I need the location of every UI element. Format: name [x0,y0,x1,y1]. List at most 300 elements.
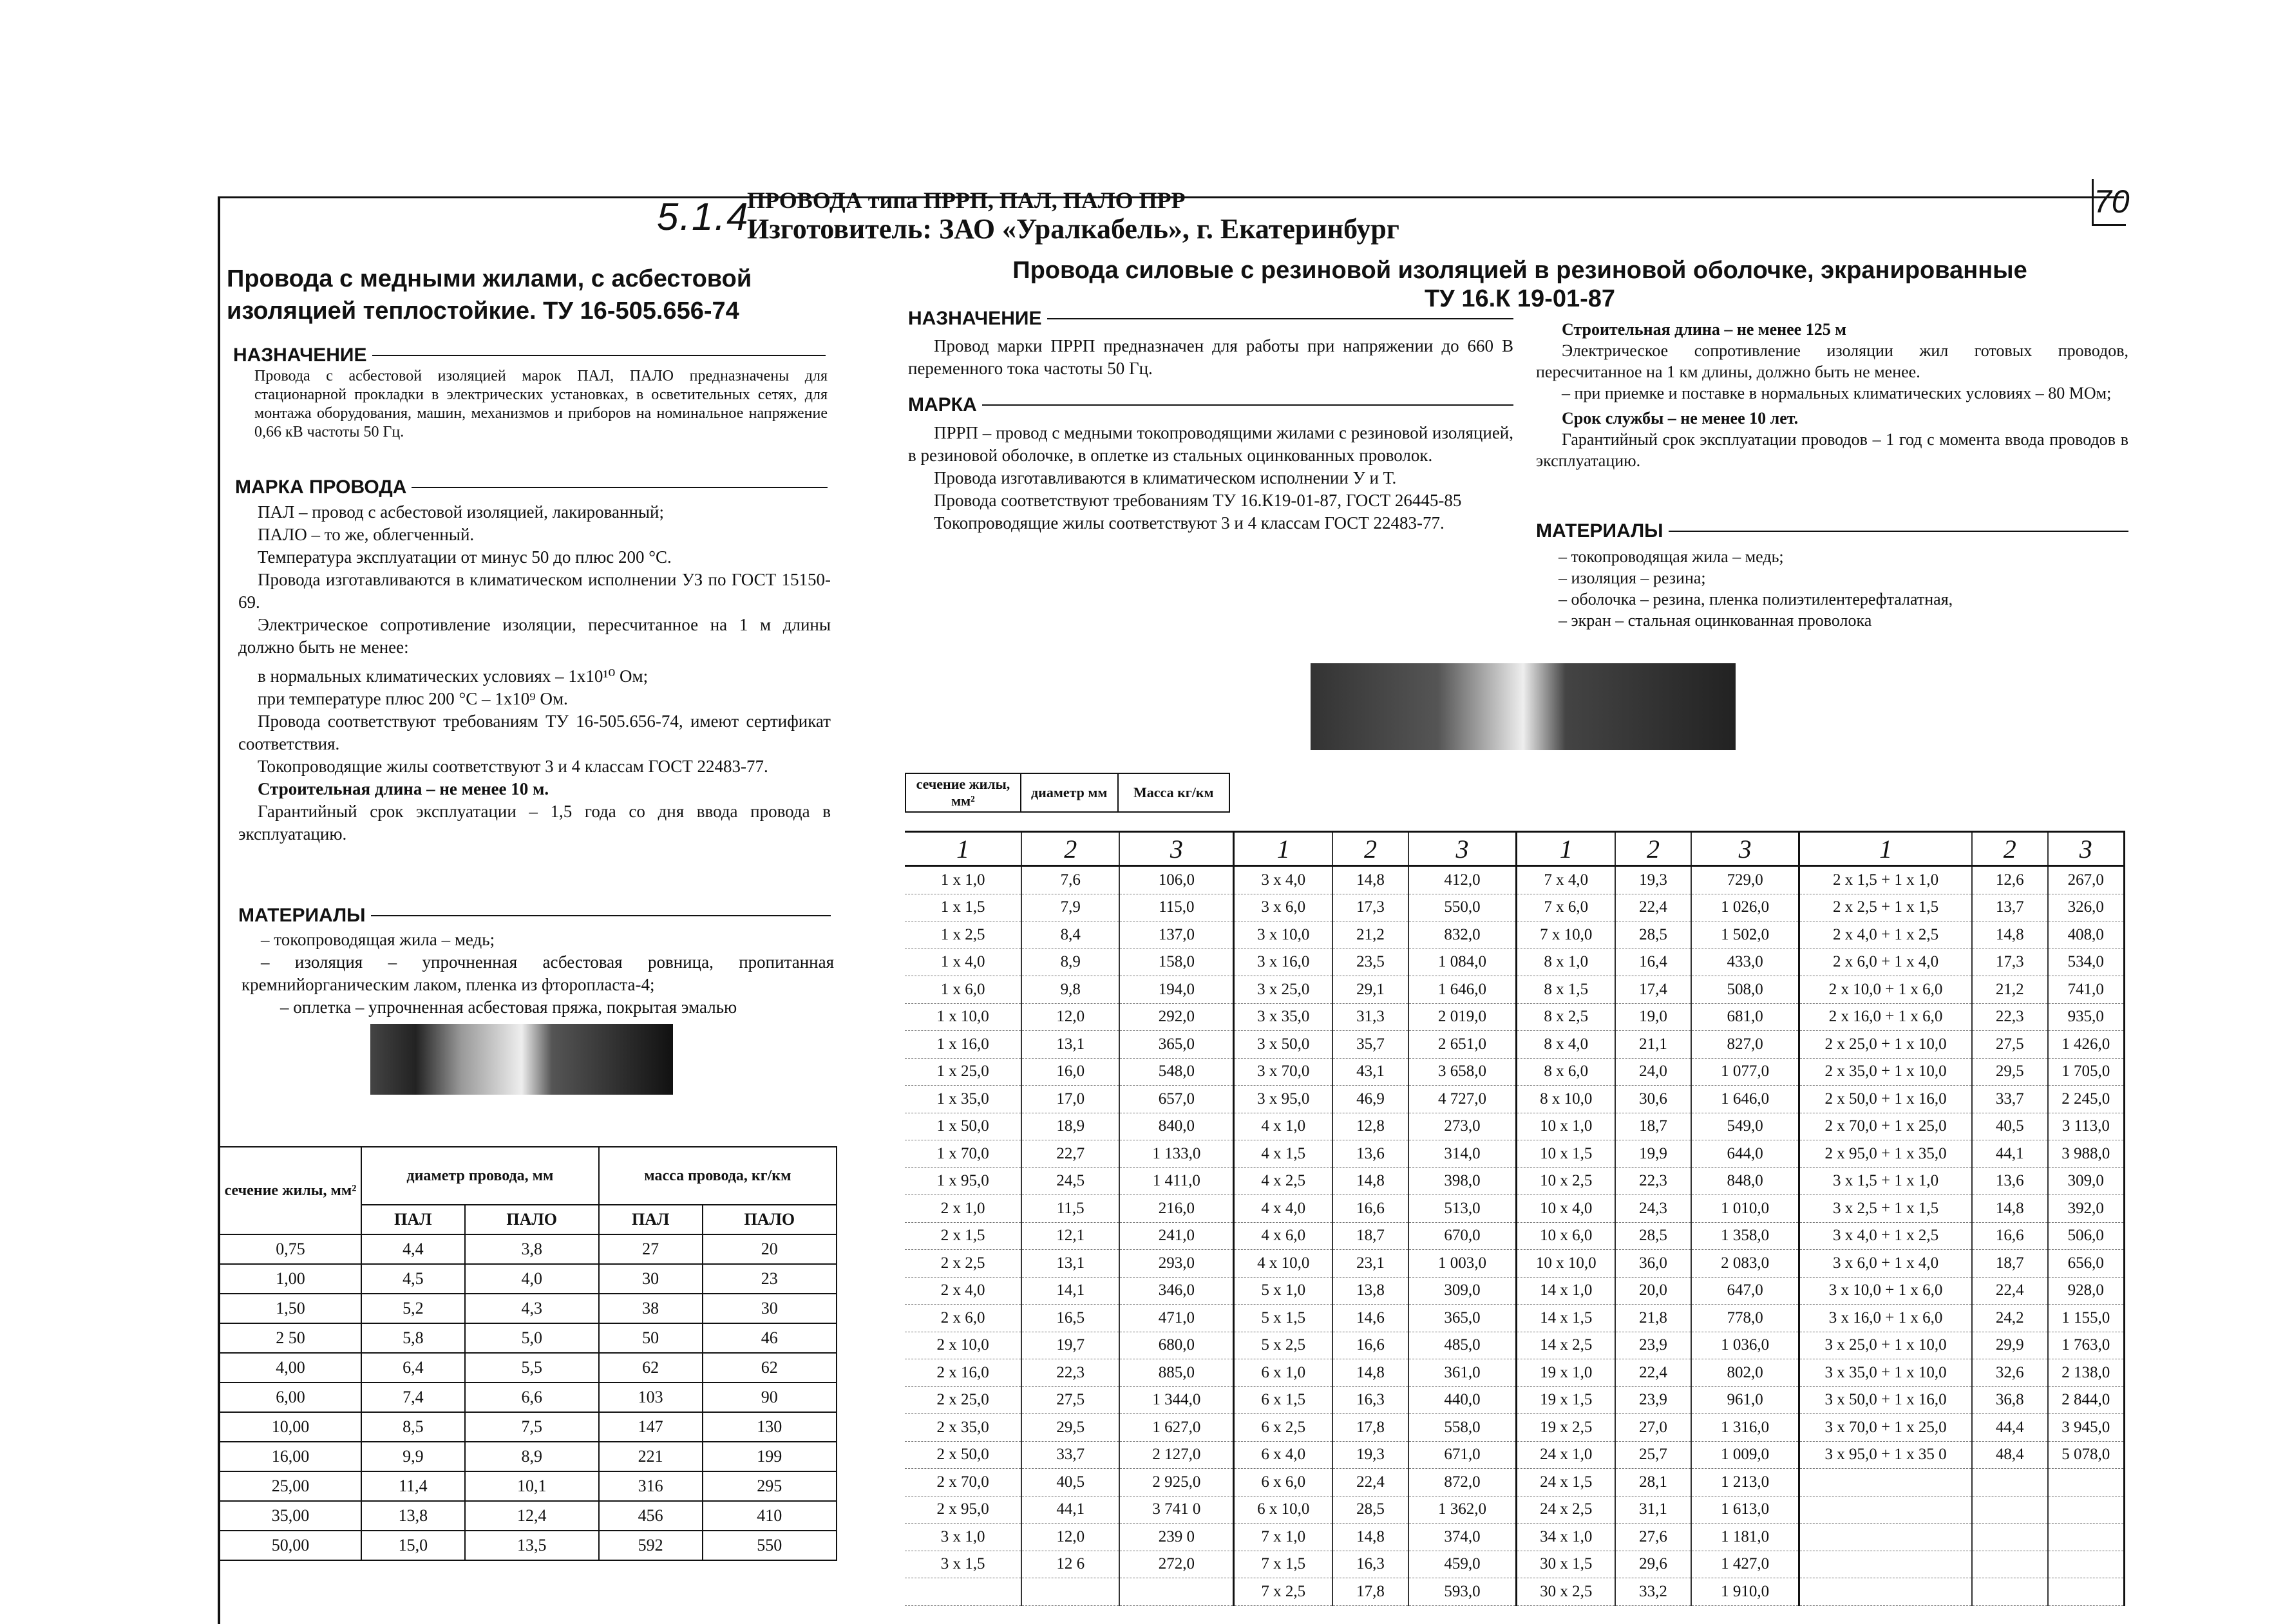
table-cell: 221 [599,1442,703,1471]
table-cell: 5 078,0 [2048,1441,2125,1469]
table-row [905,1414,2125,1442]
table-cell: 12,6 [1972,866,2048,894]
table-cell: 27,5 [1972,1031,2048,1059]
table-cell: 2 x 25,0 [905,1386,1021,1414]
header-line-1: ПРОВОДА типа ПРРП, ПАЛ, ПАЛО ПРР [747,187,1186,213]
table-cell: 459,0 [1408,1551,1517,1578]
table-cell: 2 x 1,0 [905,1195,1021,1223]
table-cell: 24 x 1,0 [1517,1441,1616,1469]
table-cell: 4 x 1,5 [1234,1140,1332,1168]
table-cell: 2 x 10,0 [905,1332,1021,1359]
table-cell: 10 x 1,0 [1517,1113,1616,1140]
table-cell: 2 127,0 [1119,1441,1234,1469]
table-cell: 1 x 95,0 [905,1167,1021,1195]
table-cell: 1 077,0 [1691,1058,1799,1086]
table-cell: 647,0 [1691,1277,1799,1305]
table-cell: 1 x 2,5 [905,921,1021,949]
table-cell [2048,1469,2125,1497]
materials-line: – экран – стальная оцинкованная проволока [1559,611,1872,630]
table-cell: 8,4 [1021,921,1119,949]
table-cell: 21,8 [1615,1305,1691,1332]
table-cell: 16,4 [1615,949,1691,976]
table-cell: 6 x 6,0 [1234,1469,1332,1497]
table-cell: 23,9 [1615,1332,1691,1359]
table-cell [1799,1524,1972,1551]
table-cell: 365,0 [1119,1031,1234,1059]
table-cell: 2 x 1,5 [905,1222,1021,1250]
left-purpose-heading [233,345,826,366]
table-cell: 7 x 1,5 [1234,1551,1332,1578]
materials-line: – токопроводящая жила – медь; [261,930,495,949]
table-cell: 1 x 1,0 [905,866,1021,894]
right-title [908,256,2132,313]
table-cell: 928,0 [2048,1277,2125,1305]
table-cell: 456 [599,1501,703,1531]
table-cell: 22,7 [1021,1140,1119,1168]
table-cell: 2 925,0 [1119,1469,1234,1497]
table-cell: 21,2 [1972,976,2048,1004]
table-cell: 19,3 [1332,1441,1408,1469]
table-cell: 23,1 [1332,1250,1408,1278]
table-cell: 1 133,0 [1119,1140,1234,1168]
table-cell: 471,0 [1119,1305,1234,1332]
table-cell: 408,0 [2048,921,2125,949]
table-row [220,1442,837,1471]
table-cell: 7,9 [1021,894,1119,921]
table-cell [1972,1524,2048,1551]
table-cell: 3 x 6,0 [1234,894,1332,921]
table-cell [1799,1469,1972,1497]
table-cell: 14,6 [1332,1305,1408,1332]
table-cell: 3 988,0 [2048,1140,2125,1168]
table-cell: 33,2 [1615,1578,1691,1606]
table-cell: 2 844,0 [2048,1386,2125,1414]
table-cell: 2 138,0 [2048,1359,2125,1387]
table-cell: 550,0 [1408,894,1517,921]
table-cell: 3 113,0 [2048,1113,2125,1140]
right-info-block [1536,319,2128,471]
left-materials-block [242,929,834,1019]
table-cell: 25,7 [1615,1441,1691,1469]
table-row [905,949,2125,976]
table-cell: 729,0 [1691,866,1799,894]
table-cell: 6,6 [465,1383,599,1412]
heading-rule [412,487,828,488]
table-cell: 3 x 16,0 + 1 x 6,0 [1799,1305,1972,1332]
table-cell: 410 [703,1501,837,1531]
table-cell [1021,1578,1119,1606]
table-cell: 4,5 [361,1264,465,1294]
table-row [905,1578,2125,1606]
mark-line: Токопроводящие жилы соответствуют 3 и 4 классам ГОСТ 22483-77. [258,757,768,776]
table-cell: 3 x 35,0 + 1 x 10,0 [1799,1359,1972,1387]
table-cell: 4,0 [465,1264,599,1294]
table-cell: 14,1 [1021,1277,1119,1305]
table-cell: 6 x 4,0 [1234,1441,1332,1469]
table-cell: 40,5 [1021,1469,1119,1497]
column-number-header: 3 [2048,832,2125,866]
table-cell: 10,00 [220,1412,361,1442]
table-cell: 29,1 [1332,976,1408,1004]
table-cell: 14,8 [1332,1359,1408,1387]
table-cell: 27 [599,1234,703,1264]
table-cell: 872,0 [1408,1469,1517,1497]
right-title-line-1: Провода силовые с резиновой изоляцией в резиновой оболочке, экранированные [1012,257,2027,284]
table-cell: 8 x 1,0 [1517,949,1616,976]
column-number-header: 2 [1332,832,1408,866]
left-purpose-text: Провода с асбестовой изоляцией марок ПАЛ, ПАЛО предназначены для стационарной прокладки в электрических установках, в осветительных сетях, для монтажа оборудования, машин, механизмов и приборов на номинальное напряжение 0,66 кВ частоты 50 Гц. [254,368,828,440]
column-number-header: 3 [1691,832,1799,866]
table-cell: 2 x 50,0 [905,1441,1021,1469]
table-cell: 3 x 95,0 + 1 x 35 0 [1799,1441,1972,1469]
table-cell: 7 x 2,5 [1234,1578,1332,1606]
table-cell: 23,5 [1332,949,1408,976]
table-cell: 485,0 [1408,1332,1517,1359]
table-cell: 31,3 [1332,1003,1408,1031]
table-cell: 31,1 [1615,1496,1691,1524]
table-cell: 326,0 [2048,894,2125,921]
column-number-header: 1 [1517,832,1616,866]
table-cell: 848,0 [1691,1167,1799,1195]
col-section-header: сечение жилы, мм² [220,1147,361,1234]
table-cell: 29,5 [1972,1058,2048,1086]
table-cell: 19,7 [1021,1332,1119,1359]
table-cell: 2 019,0 [1408,1003,1517,1031]
table-cell: 3 x 4,0 + 1 x 2,5 [1799,1222,1972,1250]
table-cell: 1 x 16,0 [905,1031,1021,1059]
table-cell: 2 x 35,0 + 1 x 10,0 [1799,1058,1972,1086]
table-cell: 309,0 [1408,1277,1517,1305]
table-cell: 549,0 [1691,1113,1799,1140]
column-number-header: 2 [1972,832,2048,866]
table-cell: 592 [599,1531,703,1560]
table-row [905,976,2125,1004]
col-section-header: сечение жилы, мм² [905,773,1021,812]
table-cell: 1 x 35,0 [905,1086,1021,1113]
table-cell: 9,9 [361,1442,465,1471]
table-cell: 12,4 [465,1501,599,1531]
table-cell: 30 x 2,5 [1517,1578,1616,1606]
materials-line: – изоляция – резина; [1559,569,1706,587]
mark-line: ПАЛ – провод с асбестовой изоляцией, лакированный; [258,502,665,522]
materials-line: – оплетка – упрочненная асбестовая пряжа, покрытая эмалью [280,997,737,1017]
table-cell: 3 x 4,0 [1234,866,1332,894]
table-row [220,1412,837,1442]
table-cell: 295 [703,1471,837,1501]
table-cell: 3 658,0 [1408,1058,1517,1086]
table-cell: 13,6 [1972,1167,2048,1195]
left-spec-table [219,1146,837,1561]
table-cell: 680,0 [1119,1332,1234,1359]
table-cell: 1 x 6,0 [905,976,1021,1004]
cable-photo-prrp [1311,663,1736,750]
header-line-2: Изготовитель: ЗАО «Уралкабель», г. Екатеринбург [747,213,1399,245]
table-cell: 50,00 [220,1531,361,1560]
table-cell [1799,1578,1972,1606]
table-cell [1799,1551,1972,1578]
table-cell: 5 x 2,5 [1234,1332,1332,1359]
table-cell: 30 [599,1264,703,1294]
table-cell: 12,0 [1021,1003,1119,1031]
table-row [905,894,2125,921]
table-cell: 19 x 1,0 [1517,1359,1616,1387]
right-materials-heading-text: МАТЕРИАЛЫ [1536,520,1663,542]
table-cell [1119,1578,1234,1606]
table-cell [2048,1524,2125,1551]
table-cell: 17,3 [1332,894,1408,921]
table-cell: 534,0 [2048,949,2125,976]
table-cell: 1 344,0 [1119,1386,1234,1414]
table-row [905,1277,2125,1305]
table-cell: 13,5 [465,1531,599,1560]
table-cell: 1 627,0 [1119,1414,1234,1442]
info-line: Срок службы – не менее 10 лет. [1562,409,1799,428]
table-cell: 24,2 [1972,1305,2048,1332]
table-cell: 16,3 [1332,1551,1408,1578]
table-cell: 13,1 [1021,1250,1119,1278]
table-cell: 778,0 [1691,1305,1799,1332]
table-cell: 28,5 [1615,1222,1691,1250]
table-cell: 2 x 16,0 [905,1359,1021,1387]
table-cell: 19,0 [1615,1003,1691,1031]
table-cell: 656,0 [2048,1250,2125,1278]
table-cell: 1 x 70,0 [905,1140,1021,1168]
table-cell: 12,1 [1021,1222,1119,1250]
table-cell: 2 x 50,0 + 1 x 16,0 [1799,1086,1972,1113]
right-materials-heading [1536,520,2128,542]
table-cell: 6 x 1,5 [1234,1386,1332,1414]
table-row [905,1441,2125,1469]
table-cell: 3 x 1,5 + 1 x 1,0 [1799,1167,1972,1195]
column-number-header: 2 [1021,832,1119,866]
table-cell: 27,0 [1615,1414,1691,1442]
table-cell: 361,0 [1408,1359,1517,1387]
table-cell: 14,8 [1332,1524,1408,1551]
table-row [905,921,2125,949]
table-cell: 885,0 [1119,1359,1234,1387]
table-cell: 2 x 95,0 + 1 x 35,0 [1799,1140,1972,1168]
table-cell: 935,0 [2048,1003,2125,1031]
table-cell: 2 x 70,0 + 1 x 25,0 [1799,1113,1972,1140]
table-cell: 7,5 [465,1412,599,1442]
table-cell: 28,5 [1332,1496,1408,1524]
table-cell: 5,5 [465,1353,599,1383]
table-cell: 3 x 50,0 [1234,1031,1332,1059]
table-cell: 4 x 2,5 [1234,1167,1332,1195]
table-cell: 103 [599,1383,703,1412]
mark-line: Токопроводящие жилы соответствуют 3 и 4 классам ГОСТ 22483-77. [934,513,1445,533]
table-cell: 1 910,0 [1691,1578,1799,1606]
table-cell: 832,0 [1408,921,1517,949]
table-cell: 12,0 [1021,1524,1119,1551]
table-cell: 1 427,0 [1691,1551,1799,1578]
table-cell: 16,6 [1332,1195,1408,1223]
table-cell: 62 [703,1353,837,1383]
table-cell: 115,0 [1119,894,1234,921]
column-number-header: 3 [1408,832,1517,866]
table-cell: 24,0 [1615,1058,1691,1086]
table-cell: 130 [703,1412,837,1442]
table-cell: 506,0 [2048,1222,2125,1250]
table-cell: 644,0 [1691,1140,1799,1168]
table-cell: 374,0 [1408,1524,1517,1551]
table-cell: 17,4 [1615,976,1691,1004]
table-cell: 32,6 [1972,1359,2048,1387]
table-cell: 22,4 [1972,1277,2048,1305]
table-row [220,1353,837,1383]
table-cell: 2 x 95,0 [905,1496,1021,1524]
table-cell: 17,8 [1332,1578,1408,1606]
table-cell: 1 009,0 [1691,1441,1799,1469]
table-cell: 292,0 [1119,1003,1234,1031]
sub-header: ПАЛО [465,1205,599,1234]
table-cell: 16,6 [1972,1222,2048,1250]
table-cell: 38 [599,1294,703,1323]
table-cell [1972,1496,2048,1524]
table-cell: 17,8 [1332,1414,1408,1442]
table-cell [1972,1551,2048,1578]
table-row [220,1501,837,1531]
table-cell: 30,6 [1615,1086,1691,1113]
table-cell: 36,8 [1972,1386,2048,1414]
table-cell: 13,7 [1972,894,2048,921]
table-cell: 1 036,0 [1691,1332,1799,1359]
table-cell: 1 026,0 [1691,894,1799,921]
table-cell: 1 763,0 [2048,1332,2125,1359]
column-number-header: 1 [1234,832,1332,866]
table-cell: 11,5 [1021,1195,1119,1223]
table-row [905,1003,2125,1031]
table-cell: 29,5 [1021,1414,1119,1442]
table-cell: 22,3 [1021,1359,1119,1387]
table-cell: 44,1 [1021,1496,1119,1524]
table-cell: 14,8 [1332,1167,1408,1195]
table-cell: 548,0 [1119,1058,1234,1086]
table-cell: 24 x 1,5 [1517,1469,1616,1497]
table-cell: 3 x 1,0 [905,1524,1021,1551]
table-cell: 309,0 [2048,1167,2125,1195]
table-cell: 30 x 1,5 [1517,1551,1616,1578]
info-line: – при приемке и поставке в нормальных климатических условиях – 80 МОм; [1562,384,2112,402]
table-cell: 19 x 1,5 [1517,1386,1616,1414]
table-cell: 8,5 [361,1412,465,1442]
table-cell: 0,75 [220,1234,361,1264]
table-cell: 16,0 [1021,1058,1119,1086]
table-cell: 17,3 [1972,949,2048,976]
table-cell: 433,0 [1691,949,1799,976]
table-cell: 3 x 70,0 + 1 x 25,0 [1799,1414,1972,1442]
table-cell: 1,50 [220,1294,361,1323]
col-mass-header: масса провода, кг/км [599,1147,837,1205]
mark-line: Провода соответствуют требованиям ТУ 16.К19-01-87, ГОСТ 26445-85 [934,491,1462,510]
table-cell: 1 358,0 [1691,1222,1799,1250]
table-cell: 25,00 [220,1471,361,1501]
table-cell: 50 [599,1323,703,1353]
table-cell: 392,0 [2048,1195,2125,1223]
table-cell: 27,6 [1615,1524,1691,1551]
table-cell: 8 x 2,5 [1517,1003,1616,1031]
table-cell: 1 181,0 [1691,1524,1799,1551]
table-cell: 44,1 [1972,1140,2048,1168]
column-number-header: 3 [1119,832,1234,866]
table-cell: 2 50 [220,1323,361,1353]
table-cell: 3 x 1,5 [905,1551,1021,1578]
table-cell: 18,7 [1615,1113,1691,1140]
table-cell: 147 [599,1412,703,1442]
table-cell: 24 x 2,5 [1517,1496,1616,1524]
table-cell: 22,4 [1615,894,1691,921]
table-cell: 20,0 [1615,1277,1691,1305]
table-cell: 3 741 0 [1119,1496,1234,1524]
table-cell: 216,0 [1119,1195,1234,1223]
table-cell: 2 x 2,5 [905,1250,1021,1278]
table-cell: 293,0 [1119,1250,1234,1278]
table-cell [1972,1578,2048,1606]
table-cell: 1 426,0 [2048,1031,2125,1059]
table-cell: 2 651,0 [1408,1031,1517,1059]
table-cell: 7,4 [361,1383,465,1412]
heading-rule [982,404,1513,406]
table-cell: 28,1 [1615,1469,1691,1497]
heading-rule [372,355,826,356]
table-row [220,1531,837,1560]
table-cell: 4,4 [361,1234,465,1264]
materials-line: – токопроводящая жила – медь; [1559,547,1784,566]
table-cell: 158,0 [1119,949,1234,976]
left-mark-block [238,501,831,845]
table-cell: 14 x 1,5 [1517,1305,1616,1332]
table-cell: 10 x 2,5 [1517,1167,1616,1195]
table-row [905,1469,2125,1497]
info-line: Строительная длина – не менее 125 м [1562,320,1846,339]
table-cell: 35,00 [220,1501,361,1531]
left-mark-heading-text: МАРКА ПРОВОДА [235,477,407,498]
table-cell: 46,9 [1332,1086,1408,1113]
table-row [905,1195,2125,1223]
table-cell: 827,0 [1691,1031,1799,1059]
table-cell: 14,8 [1972,921,2048,949]
table-cell: 2 x 70,0 [905,1469,1021,1497]
table-cell [2048,1578,2125,1606]
column-number-header: 1 [905,832,1021,866]
table-cell: 18,7 [1332,1222,1408,1250]
table-cell: 3 945,0 [2048,1414,2125,1442]
table-cell: 7 x 4,0 [1517,866,1616,894]
table-cell: 7 x 10,0 [1517,921,1616,949]
table-cell: 2 083,0 [1691,1250,1799,1278]
table-cell: 21,2 [1332,921,1408,949]
materials-line: – оболочка – резина, пленка полиэтилентерефталатная, [1559,590,1953,609]
heading-rule [371,915,831,916]
table-cell: 2 x 16,0 + 1 x 6,0 [1799,1003,1972,1031]
table-cell: 14,8 [1332,866,1408,894]
table-cell: 7,6 [1021,866,1119,894]
table-cell: 22,4 [1332,1469,1408,1497]
table-row [905,1058,2125,1086]
table-cell [2048,1496,2125,1524]
table-cell: 11,4 [361,1471,465,1501]
table-cell: 24,3 [1615,1195,1691,1223]
table-cell: 2 x 25,0 + 1 x 10,0 [1799,1031,1972,1059]
right-mark-heading [908,394,1513,416]
table-cell: 3 x 25,0 [1234,976,1332,1004]
table-cell: 1 411,0 [1119,1167,1234,1195]
table-cell: 36,0 [1615,1250,1691,1278]
table-cell: 5,8 [361,1323,465,1353]
table-cell: 1 316,0 [1691,1414,1799,1442]
mark-line: Строительная длина – не менее 10 м. [258,779,549,798]
table-row [905,866,2125,894]
